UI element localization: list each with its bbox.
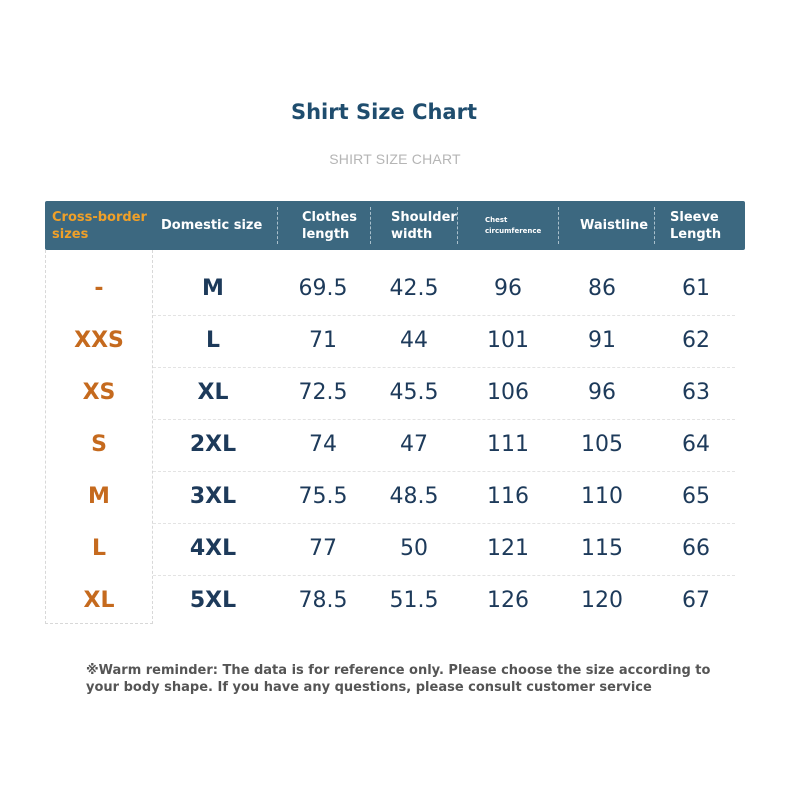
header-sleeve-length: Sleeve Length bbox=[670, 209, 722, 242]
cell-shoulder-width: 44 bbox=[400, 327, 428, 353]
header-chest-circumference: Chest circumference bbox=[485, 215, 542, 235]
row-divider bbox=[153, 523, 735, 524]
cell-domestic-size: 3XL bbox=[189, 483, 237, 509]
cell-cross-border-size: XL bbox=[83, 587, 115, 613]
cell-cross-border-size: - bbox=[94, 275, 104, 301]
header-divider bbox=[457, 207, 458, 244]
header-divider bbox=[277, 207, 278, 244]
cell-domestic-size: 5XL bbox=[189, 587, 237, 613]
row-divider bbox=[153, 419, 735, 420]
cell-shoulder-width: 45.5 bbox=[389, 379, 439, 405]
header-waistline: Waistline bbox=[580, 218, 649, 233]
cell-chest-circumference: 96 bbox=[494, 275, 522, 301]
cell-shoulder-width: 47 bbox=[400, 431, 428, 457]
cell-cross-border-size: XS bbox=[82, 379, 116, 405]
header-divider bbox=[370, 207, 371, 244]
cell-domestic-size: M bbox=[202, 275, 224, 301]
cell-sleeve-length: 62 bbox=[682, 327, 710, 353]
cell-cross-border-size: XXS bbox=[74, 327, 124, 353]
cell-shoulder-width: 51.5 bbox=[389, 587, 439, 613]
cell-clothes-length: 78.5 bbox=[298, 587, 348, 613]
cell-chest-circumference: 111 bbox=[487, 431, 529, 457]
cell-domestic-size: 2XL bbox=[189, 431, 237, 457]
page-title: Shirt Size Chart bbox=[290, 100, 477, 124]
cell-sleeve-length: 65 bbox=[682, 483, 710, 509]
cell-chest-circumference: 106 bbox=[487, 379, 529, 405]
cell-sleeve-length: 64 bbox=[682, 431, 710, 457]
row-divider bbox=[153, 315, 735, 316]
cell-sleeve-length: 61 bbox=[682, 275, 710, 301]
row-divider bbox=[153, 471, 735, 472]
cell-cross-border-size: S bbox=[91, 431, 107, 457]
cell-shoulder-width: 48.5 bbox=[389, 483, 439, 509]
cell-waistline: 96 bbox=[588, 379, 616, 405]
cell-shoulder-width: 50 bbox=[400, 535, 428, 561]
cell-clothes-length: 72.5 bbox=[298, 379, 348, 405]
cell-cross-border-size: L bbox=[91, 535, 107, 561]
cell-clothes-length: 77 bbox=[309, 535, 337, 561]
warm-reminder-note: ※Warm reminder: The data is for reference only. Please choose the size according to your body shape. If you have any questions, please consult customer service bbox=[86, 663, 711, 695]
cell-chest-circumference: 126 bbox=[487, 587, 529, 613]
cell-domestic-size: L bbox=[205, 327, 221, 353]
cell-clothes-length: 74 bbox=[309, 431, 337, 457]
cell-domestic-size: XL bbox=[197, 379, 229, 405]
cell-clothes-length: 69.5 bbox=[298, 275, 348, 301]
cell-sleeve-length: 63 bbox=[682, 379, 710, 405]
header-clothes-length: Clothes length bbox=[302, 209, 357, 242]
cell-waistline: 86 bbox=[588, 275, 616, 301]
header-shoulder-width: Shoulder width bbox=[391, 209, 457, 242]
cell-domestic-size: 4XL bbox=[189, 535, 237, 561]
cell-clothes-length: 71 bbox=[309, 327, 337, 353]
cell-waistline: 115 bbox=[581, 535, 623, 561]
cell-waistline: 105 bbox=[581, 431, 623, 457]
cell-sleeve-length: 67 bbox=[682, 587, 710, 613]
cell-waistline: 120 bbox=[581, 587, 623, 613]
cell-sleeve-length: 66 bbox=[682, 535, 710, 561]
row-divider bbox=[153, 367, 735, 368]
cell-chest-circumference: 101 bbox=[487, 327, 529, 353]
cell-waistline: 91 bbox=[588, 327, 616, 353]
cell-chest-circumference: 121 bbox=[487, 535, 529, 561]
header-domestic-size: Domestic size bbox=[161, 218, 263, 233]
cell-waistline: 110 bbox=[581, 483, 623, 509]
cell-cross-border-size: M bbox=[88, 483, 110, 509]
table-header bbox=[45, 201, 745, 250]
header-cross-border-sizes: Cross-border sizes bbox=[52, 209, 147, 242]
header-divider bbox=[558, 207, 559, 244]
cell-shoulder-width: 42.5 bbox=[389, 275, 439, 301]
cell-clothes-length: 75.5 bbox=[298, 483, 348, 509]
page-subtitle: SHIRT SIZE CHART bbox=[329, 151, 461, 167]
row-divider bbox=[153, 575, 735, 576]
cell-chest-circumference: 116 bbox=[487, 483, 529, 509]
header-divider bbox=[654, 207, 655, 244]
